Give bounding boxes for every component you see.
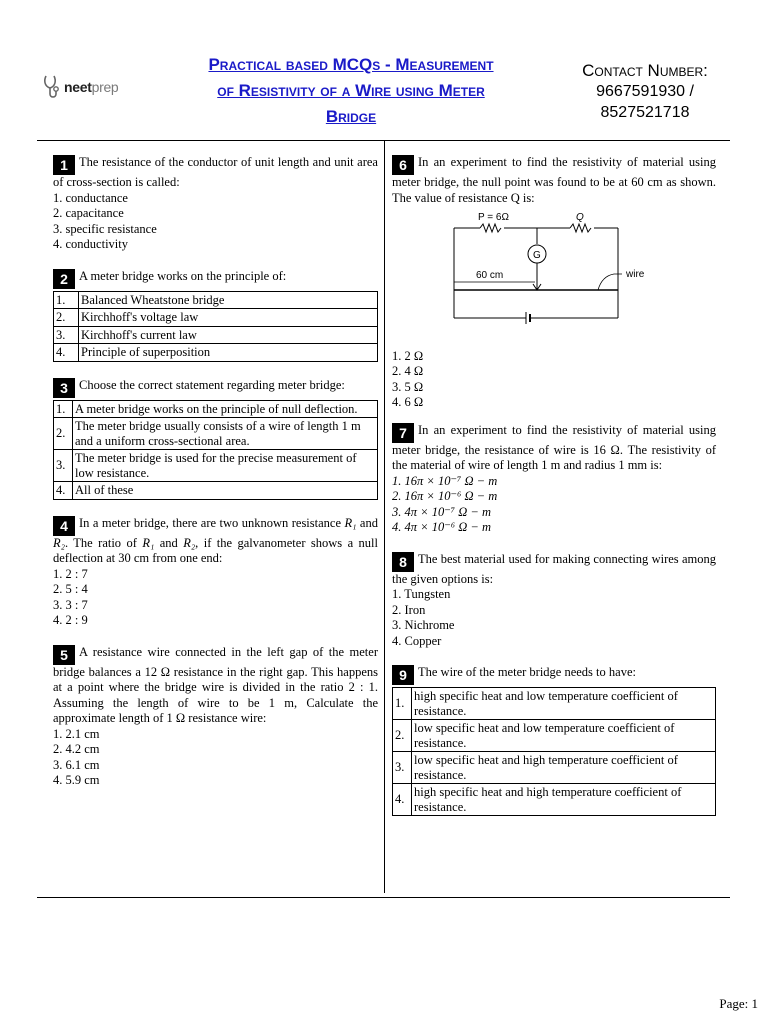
question-number: 8	[392, 552, 414, 572]
resistor-p	[480, 224, 501, 232]
question-text: In an experiment to find the resistivity of material using meter bridge, the null point was found to be at 60 cm as shown. The value of resistance Q is:	[392, 155, 716, 205]
label-q: Q	[576, 212, 584, 223]
question-text: The resistance of the conductor of unit length and unit area of cross-section is called:	[53, 155, 378, 189]
option-row[interactable]: 4. high specific heat and high temperature coefficient of resistance.	[393, 784, 716, 816]
option[interactable]: 1. conductance	[53, 190, 128, 205]
question-number: 1	[53, 155, 75, 175]
options-table	[53, 400, 378, 500]
resistor-q	[570, 224, 591, 232]
question-number: 9	[392, 665, 414, 685]
neetprep-logo	[42, 74, 118, 100]
right-column	[392, 155, 716, 832]
option[interactable]: 3. specific resistance	[53, 221, 157, 236]
option[interactable]: 4. 5.9 cm	[53, 773, 100, 787]
question-number: 5	[53, 645, 75, 665]
column-divider	[384, 141, 385, 893]
page-number: Page: 1	[719, 996, 758, 1011]
option[interactable]: 3. 5 Ω	[392, 379, 424, 394]
question-number: 2	[53, 269, 75, 289]
option[interactable]: 1. 2.1 cm	[53, 726, 100, 741]
option-row[interactable]: 1. high specific heat and low temperature coefficient of resistance.	[393, 688, 716, 720]
left-column	[53, 155, 378, 805]
stethoscope-icon	[42, 74, 64, 100]
meter-bridge-circuit-diagram	[422, 210, 652, 338]
option[interactable]: 4. 2 : 9	[53, 613, 88, 627]
question-text: The best material used for making connecting wires among the given options is:	[392, 551, 716, 586]
option[interactable]: 2. 4 Ω	[392, 364, 424, 378]
question-text: A meter bridge works on the principle of:	[79, 268, 287, 283]
option[interactable]: 4. Copper	[392, 633, 442, 648]
question-text: In an experiment to find the resistivity of material using meter bridge, the resistance of wire is 16 Ω. The resistivity of the material of wire of length 1 m and radius 1 mm is:	[392, 422, 716, 472]
options-table	[392, 687, 716, 816]
question-8	[392, 552, 716, 650]
option-row[interactable]: 3. low specific heat and high temperature coefficient of resistance.	[393, 752, 716, 784]
option[interactable]: 3. 4π × 10⁻⁷ Ω − m	[392, 504, 492, 519]
contact-label: Contact Number:	[582, 61, 708, 80]
option[interactable]: 4. 6 Ω	[392, 395, 424, 409]
option[interactable]: 3. 6.1 cm	[53, 757, 100, 772]
question-1	[53, 155, 378, 253]
question-text: Choose the correct statement regarding meter bridge:	[79, 377, 345, 392]
option-row[interactable]: 2. low specific heat and low temperature coefficient of resistance.	[393, 720, 716, 752]
question-number: 3	[53, 378, 75, 398]
option[interactable]: 2. 16π × 10⁻⁶ Ω − m	[392, 489, 498, 503]
question-number: 6	[392, 155, 414, 175]
option-row[interactable]: 2. Kirchhoff's voltage law	[54, 309, 378, 327]
option[interactable]: 1. 16π × 10⁻⁷ Ω − m	[392, 473, 498, 488]
question-9	[392, 665, 716, 816]
contact-phone-2: 8527521718	[600, 104, 690, 121]
label-g: G	[533, 250, 541, 261]
option[interactable]: 4. conductivity	[53, 237, 128, 251]
option[interactable]: 2. 4.2 cm	[53, 742, 100, 756]
option[interactable]: 2. Iron	[392, 602, 426, 617]
option-row[interactable]: 2. The meter bridge usually consists of a wire of length 1 m and a uniform cross-sectional area.	[54, 418, 378, 450]
contact-phone-1: 9667591930 /	[596, 83, 694, 100]
option-row[interactable]: 3. The meter bridge is used for the precise measurement of low resistance.	[54, 450, 378, 482]
label-length: 60 cm	[476, 270, 504, 281]
option[interactable]: 4. 4π × 10⁻⁶ Ω − m	[392, 520, 492, 534]
option-row[interactable]: 1. Balanced Wheatstone bridge	[54, 291, 378, 309]
logo-text: neetprep	[64, 79, 119, 95]
option[interactable]: 2. 5 : 4	[53, 582, 88, 596]
contact-block	[570, 60, 720, 123]
page-title: Practical based MCQs - Measurement of Resistivity of a Wire using Meter Bridge	[208, 55, 494, 126]
option[interactable]: 3. Nichrome	[392, 618, 455, 632]
question-7	[392, 423, 716, 536]
option[interactable]: 1. 2 : 7	[53, 566, 88, 581]
label-wire: wire	[626, 269, 645, 280]
option[interactable]: 2. capacitance	[53, 206, 124, 220]
question-2	[53, 269, 378, 362]
option[interactable]: 3. 3 : 7	[53, 597, 88, 612]
option-row[interactable]: 3. Kirchhoff's current law	[54, 326, 378, 344]
question-number: 4	[53, 516, 75, 536]
option[interactable]: 1. 2 Ω	[392, 348, 424, 363]
question-number: 7	[392, 423, 414, 443]
question-6	[392, 155, 716, 411]
question-5	[53, 645, 378, 789]
question-text: The wire of the meter bridge needs to have:	[418, 665, 636, 679]
question-3	[53, 378, 378, 500]
options-table	[53, 291, 378, 362]
label-p: P = 6Ω	[478, 212, 509, 223]
footer-divider	[37, 897, 730, 898]
question-4: 4 In a meter bridge, there are two unknown resistance R₁ and R₂. The ratio of R₁ and R₂, if the galvanometer shows a null deflection at 30 cm from one end: 1. 2 : 7 2. 5 : 4 3. 3 : 7 4. 2 : 9	[53, 515, 378, 627]
option-row[interactable]: 4. Principle of superposition	[54, 344, 378, 362]
question-text: A resistance wire connected in the left gap of the meter bridge balances a 12 Ω resistance in the right gap. This happens at a point where the bridge wire is divided in the ratio 2 : 1. Assuming the length of wire to be 1 m, Calculate the approximate length of 1 Ω resistance wire:	[53, 644, 378, 725]
option[interactable]: 1. Tungsten	[392, 587, 451, 601]
option-row[interactable]: 1. A meter bridge works on the principle of null deflection.	[54, 400, 378, 418]
option-row[interactable]: 4. All of these	[54, 482, 378, 500]
